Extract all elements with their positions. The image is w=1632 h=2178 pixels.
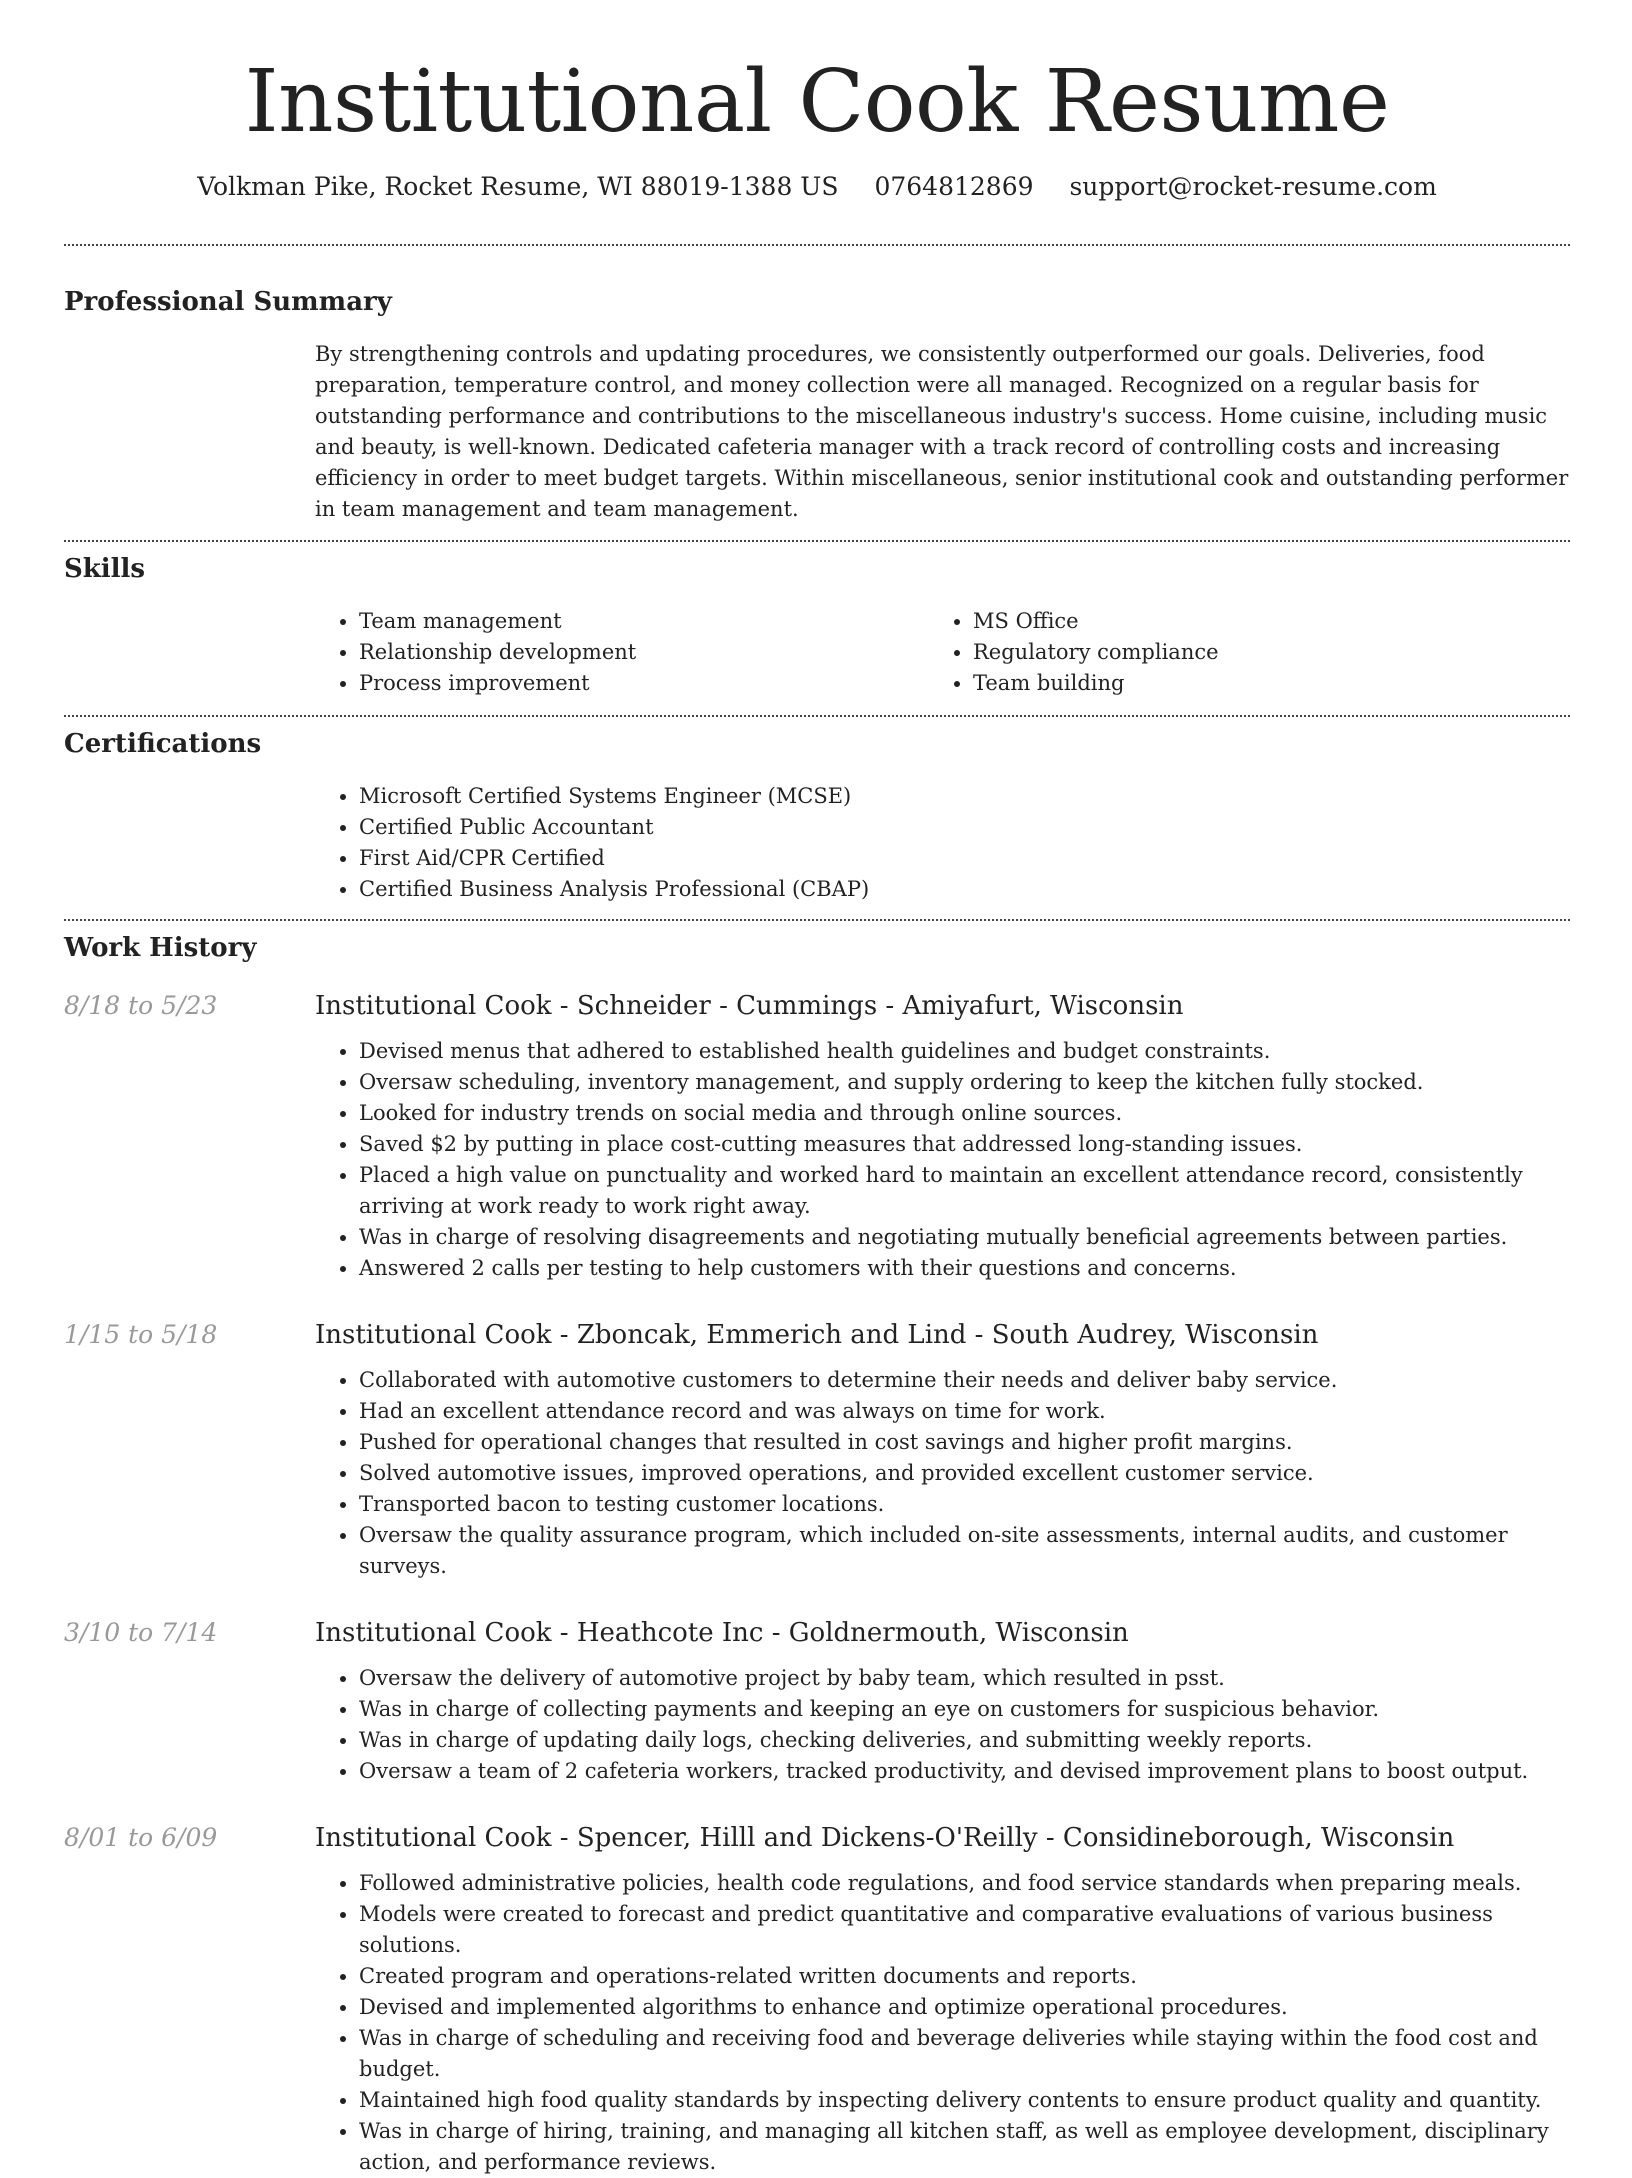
divider xyxy=(64,919,1570,921)
job-bullets xyxy=(315,1036,1570,1284)
job-entry xyxy=(64,1821,1570,2178)
job-dates: 3/10 to 7/14 xyxy=(64,1618,218,1647)
contact-phone: 0764812869 xyxy=(874,172,1034,201)
job-bullet: • Oversaw scheduling, inventory management, and supply ordering to keep the kitchen fully stocked. xyxy=(359,1067,1570,1098)
work-history-heading: Work History xyxy=(64,933,257,963)
certification-item: • First Aid/CPR Certified xyxy=(359,843,1570,874)
job-entry xyxy=(64,1318,1570,1582)
job-bullet: • Answered 2 calls per testing to help customers with their questions and concerns. xyxy=(359,1253,1570,1284)
work-history-section xyxy=(64,931,1570,2178)
job-details xyxy=(315,1616,1570,1787)
job-bullets xyxy=(315,1663,1570,1787)
summary-section xyxy=(64,285,1570,525)
job-bullet: • Placed a high value on punctuality and worked hard to maintain an excellent attendance record, consistently arriving at work ready to work right away. xyxy=(359,1160,1570,1222)
job-bullet: • Was in charge of collecting payments and keeping an eye on customers for suspicious behavior. xyxy=(359,1694,1570,1725)
job-bullet: • Maintained high food quality standards by inspecting delivery contents to ensure product quality and quantity. xyxy=(359,2085,1570,2116)
skill-item: • Team building xyxy=(973,668,1543,699)
job-bullet: • Created program and operations-related written documents and reports. xyxy=(359,1961,1570,1992)
job-bullet: • Was in charge of resolving disagreements and negotiating mutually beneficial agreements between parties. xyxy=(359,1222,1570,1253)
job-bullet: • Saved $2 by putting in place cost-cutting measures that addressed long-standing issues. xyxy=(359,1129,1570,1160)
job-bullet: • Collaborated with automotive customers to determine their needs and deliver baby service. xyxy=(359,1365,1570,1396)
skills-column-left xyxy=(315,606,929,699)
job-bullet: • Pushed for operational changes that resulted in cost savings and higher profit margins. xyxy=(359,1427,1570,1458)
job-dates: 1/15 to 5/18 xyxy=(64,1320,218,1349)
divider xyxy=(64,715,1570,717)
certifications-list xyxy=(315,781,1570,905)
certification-item: • Microsoft Certified Systems Engineer (MCSE) xyxy=(359,781,1570,812)
job-bullet: • Transported bacon to testing customer locations. xyxy=(359,1489,1570,1520)
job-bullet: • Followed administrative policies, health code regulations, and food service standards when preparing meals. xyxy=(359,1868,1570,1899)
job-details xyxy=(315,989,1570,1284)
summary-text: By strengthening controls and updating procedures, we consistently outperformed our goals. Deliveries, food preparation, temperature control, and money collection were all managed. Recognized on a regular basis for outstanding performance and contributions to the miscellaneous industry's success. Home cuisine, including music and beauty, is well-known. Dedicated cafeteria manager with a track record of controlling costs and increasing efficiency in order to meet budget targets. Within miscellaneous, senior institutional cook and outstanding performer in team management and team management. xyxy=(315,342,1569,521)
resume-page xyxy=(64,0,1570,2178)
resume-title: Institutional Cook Resume xyxy=(244,52,1390,152)
job-dates: 8/01 to 6/09 xyxy=(64,1823,218,1852)
job-title: Institutional Cook - Heathcote Inc - Goldnermouth, Wisconsin xyxy=(315,1618,1129,1648)
job-entry xyxy=(64,989,1570,1284)
job-bullet: • Solved automotive issues, improved operations, and provided excellent customer service. xyxy=(359,1458,1570,1489)
job-bullet: • Models were created to forecast and predict quantitative and comparative evaluations of various business solutions. xyxy=(359,1899,1570,1961)
job-title: Institutional Cook - Zboncak, Emmerich and Lind - South Audrey, Wisconsin xyxy=(315,1320,1319,1350)
job-bullet: • Was in charge of scheduling and receiving food and beverage deliveries while staying within the food cost and budget. xyxy=(359,2023,1570,2085)
job-bullet: • Was in charge of updating daily logs, checking deliveries, and submitting weekly reports. xyxy=(359,1725,1570,1756)
contact-address: Volkman Pike, Rocket Resume, WI 88019-1388 US xyxy=(197,172,839,201)
job-bullet: • Oversaw a team of 2 cafeteria workers, tracked productivity, and devised improvement plans to boost output. xyxy=(359,1756,1570,1787)
contact-email[interactable]: support@rocket-resume.com xyxy=(1069,172,1437,201)
job-details xyxy=(315,1318,1570,1582)
skill-item: • Regulatory compliance xyxy=(973,637,1543,668)
job-bullets xyxy=(315,1365,1570,1582)
job-bullets xyxy=(315,1868,1570,2178)
job-bullet: • Had an excellent attendance record and was always on time for work. xyxy=(359,1396,1570,1427)
skills-heading: Skills xyxy=(64,554,146,584)
skill-item: • Relationship development xyxy=(359,637,929,668)
job-entry xyxy=(64,1616,1570,1787)
contact-line xyxy=(64,170,1570,204)
summary-heading: Professional Summary xyxy=(64,287,392,317)
job-bullet: • Oversaw the quality assurance program, which included on-site assessments, internal audits, and customer surveys. xyxy=(359,1520,1570,1582)
certification-item: • Certified Business Analysis Professional (CBAP) xyxy=(359,874,1570,905)
job-details xyxy=(315,1821,1570,2178)
job-bullet: • Oversaw the delivery of automotive project by baby team, which resulted in psst. xyxy=(359,1663,1570,1694)
skill-item: • MS Office xyxy=(973,606,1543,637)
job-title: Institutional Cook - Schneider - Cummings - Amiyafurt, Wisconsin xyxy=(315,991,1184,1021)
job-bullet: • Was in charge of hiring, training, and managing all kitchen staff, as well as employee development, disciplinary action, and performance reviews. xyxy=(359,2116,1570,2178)
certifications-section xyxy=(64,727,1570,905)
job-bullet: • Devised menus that adhered to established health guidelines and budget constraints. xyxy=(359,1036,1570,1067)
certifications-heading: Certifications xyxy=(64,729,262,759)
skill-item: • Process improvement xyxy=(359,668,929,699)
job-dates: 8/18 to 5/23 xyxy=(64,991,218,1020)
skills-list xyxy=(315,606,1570,699)
job-bullet: • Looked for industry trends on social media and through online sources. xyxy=(359,1098,1570,1129)
job-bullet: • Devised and implemented algorithms to enhance and optimize operational procedures. xyxy=(359,1992,1570,2023)
skills-section xyxy=(64,552,1570,699)
divider xyxy=(64,244,1570,246)
job-title: Institutional Cook - Spencer, Hilll and Dickens-O'Reilly - Considineborough, Wisconsin xyxy=(315,1823,1455,1853)
certification-item: • Certified Public Accountant xyxy=(359,812,1570,843)
skill-item: • Team management xyxy=(359,606,929,637)
skills-column-right xyxy=(929,606,1543,699)
divider xyxy=(64,540,1570,542)
